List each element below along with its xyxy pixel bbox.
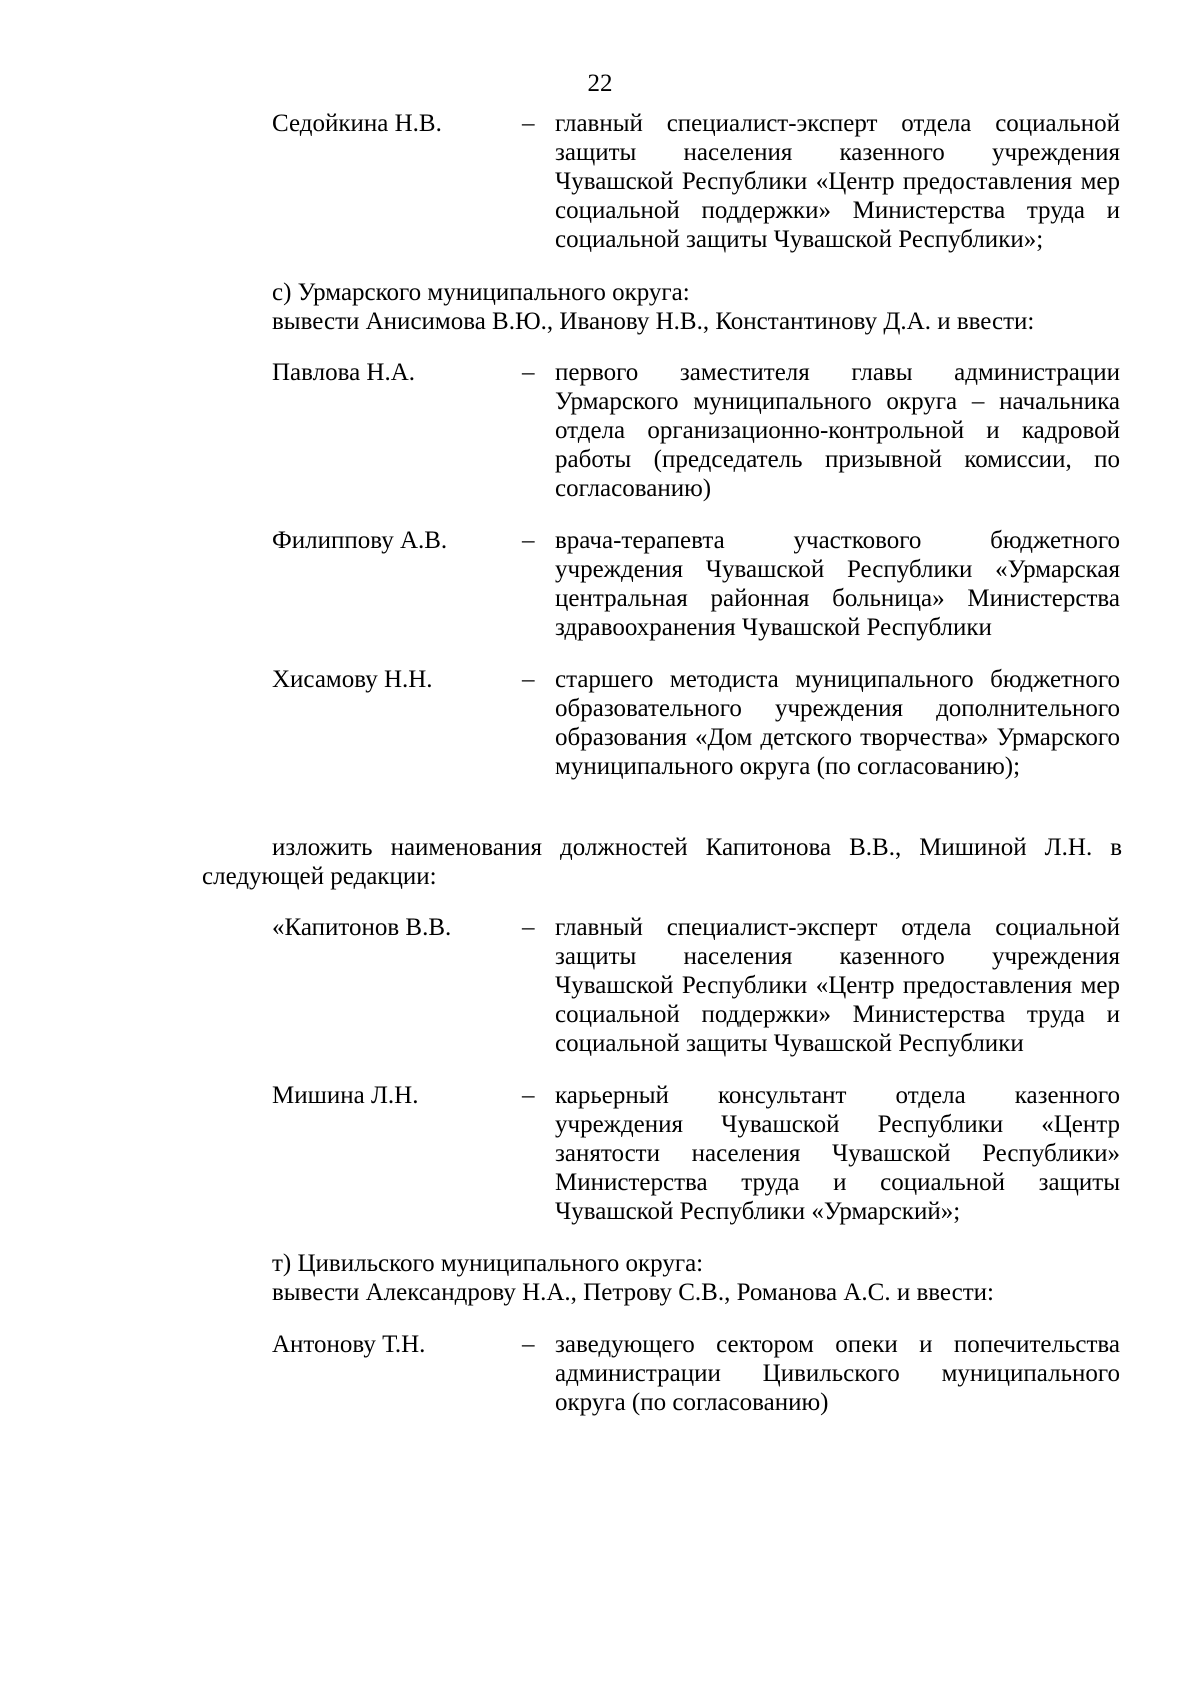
entry-name: Хисамову Н.Н. — [272, 666, 433, 693]
entry-dash: – — [522, 527, 535, 554]
entry-description: заведующего сектором опеки и попечительства администрации Цивильского муниципального округа (по согласованию) — [555, 1331, 1120, 1416]
entry-description: старшего методиста муниципального бюджетного образовательного учреждения дополнительного образования «Дом детского творчества» Урмарского муниципального округа (по согласованию); — [555, 666, 1120, 780]
entry-name: «Капитонов В.В. — [272, 914, 452, 941]
entry-dash: – — [522, 359, 535, 386]
entry-antonova — [272, 1330, 1122, 1417]
entry-description: врача-терапевта участкового бюджетного учреждения Чувашской Республики «Урмарская центральная районная больница» Министерства здравоохранения Чувашской Республики — [555, 527, 1120, 641]
entry-name: Филиппову А.В. — [272, 527, 448, 554]
entry-description: главный специалист-эксперт отдела социальной защиты населения казенного учреждения Чувашской Республики «Центр предоставления мер социальной поддержки» Министерства труда и социальной защиты Чувашской Республики»; — [555, 110, 1120, 253]
section-instruction-tsivilsky: вывести Александрову Н.А., Петрову С.В., Романова А.С. и ввести: — [272, 1279, 994, 1306]
entry-name: Павлова Н.А. — [272, 359, 416, 386]
entry-name: Седойкина Н.В. — [272, 110, 442, 137]
entry-pavlova — [272, 358, 1122, 503]
entry-description: карьерный консультант отдела казенного учреждения Чувашской Республики «Центр занятости населения Чувашской Республики» Министерства труда и социальной защиты Чувашской Республики «Урмарский»; — [555, 1082, 1120, 1225]
entry-khisamova — [272, 665, 1122, 781]
rename-paragraph: изложить наименования должностей Капитонова В.В., Мишиной Л.Н. в следующей редакции: — [202, 834, 1122, 890]
entry-sedoykina — [272, 109, 1122, 254]
entry-dash: – — [522, 1082, 535, 1109]
entry-description: первого заместителя главы администрации Урмарского муниципального округа – начальника отдела организационно-контрольной и кадровой работы (председатель призывной комиссии, по согласованию) — [555, 359, 1120, 502]
page-number: 22 — [587, 70, 613, 97]
entry-mishina — [272, 1081, 1122, 1226]
entry-filippova — [272, 526, 1122, 642]
entry-dash: – — [522, 666, 535, 693]
entry-description: главный специалист-эксперт отдела социальной защиты населения казенного учреждения Чувашской Республики «Центр предоставления мер социальной поддержки» Министерства труда и социальной защиты Чувашской Республики — [555, 914, 1120, 1057]
entry-dash: – — [522, 1331, 535, 1358]
section-instruction-urmarsky: вывести Анисимова В.Ю., Иванову Н.В., Константинову Д.А. и ввести: — [272, 308, 1035, 335]
section-heading-tsivilsky: т) Цивильского муниципального округа: — [272, 1250, 704, 1277]
section-heading-urmarsky: с) Урмарского муниципального округа: — [272, 279, 690, 306]
entry-dash: – — [522, 110, 535, 137]
entry-kapitonov — [272, 913, 1122, 1058]
entry-name: Антонову Т.Н. — [272, 1331, 426, 1358]
entry-name: Мишина Л.Н. — [272, 1082, 419, 1109]
entry-dash: – — [522, 914, 535, 941]
